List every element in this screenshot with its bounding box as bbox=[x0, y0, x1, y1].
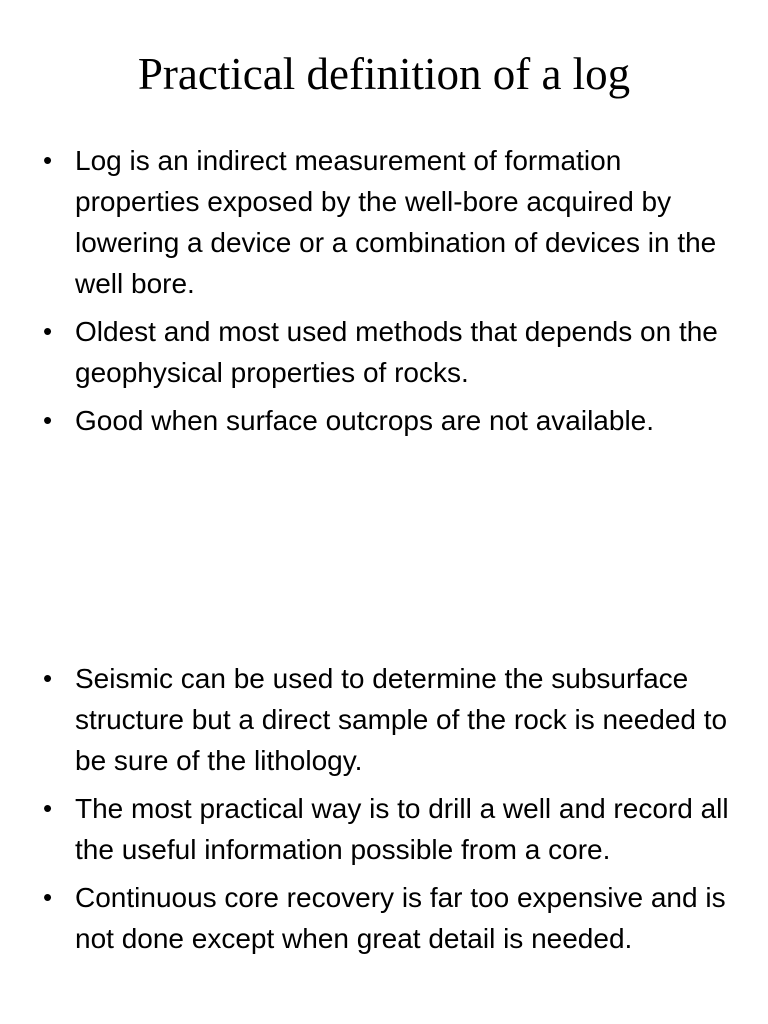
top-bullet-list bbox=[40, 140, 730, 448]
bullet-icon: • bbox=[43, 316, 53, 346]
bottom-bullet-list bbox=[40, 658, 730, 966]
bullet-icon: • bbox=[43, 405, 53, 435]
bullet-item bbox=[40, 311, 730, 393]
bullet-icon: • bbox=[43, 145, 53, 175]
bullet-text: Good when surface outcrops are not available. bbox=[75, 405, 655, 436]
bullet-text: Log is an indirect measurement of formation properties exposed by the well-bore acquired by lowering a device or a combination of devices in the well bore. bbox=[75, 145, 717, 299]
bullet-item bbox=[40, 140, 730, 304]
bullet-text: Continuous core recovery is far too expensive and is not done except when great detail is needed. bbox=[75, 882, 726, 954]
bullet-text: Oldest and most used methods that depends on the geophysical properties of rocks. bbox=[75, 316, 718, 388]
bullet-item bbox=[40, 877, 730, 959]
bullet-icon: • bbox=[43, 663, 53, 693]
bullet-item bbox=[40, 788, 730, 870]
bullet-text: The most practical way is to drill a well and record all the useful information possible from a core. bbox=[75, 793, 729, 865]
slide-title: Practical definition of a log bbox=[137, 49, 631, 99]
bullet-item bbox=[40, 400, 730, 441]
bullet-item bbox=[40, 658, 730, 781]
bullet-text: Seismic can be used to determine the subsurface structure but a direct sample of the rock is needed to be sure of the lithology. bbox=[75, 663, 728, 776]
bullet-icon: • bbox=[43, 882, 53, 912]
bullet-icon: • bbox=[43, 793, 53, 823]
